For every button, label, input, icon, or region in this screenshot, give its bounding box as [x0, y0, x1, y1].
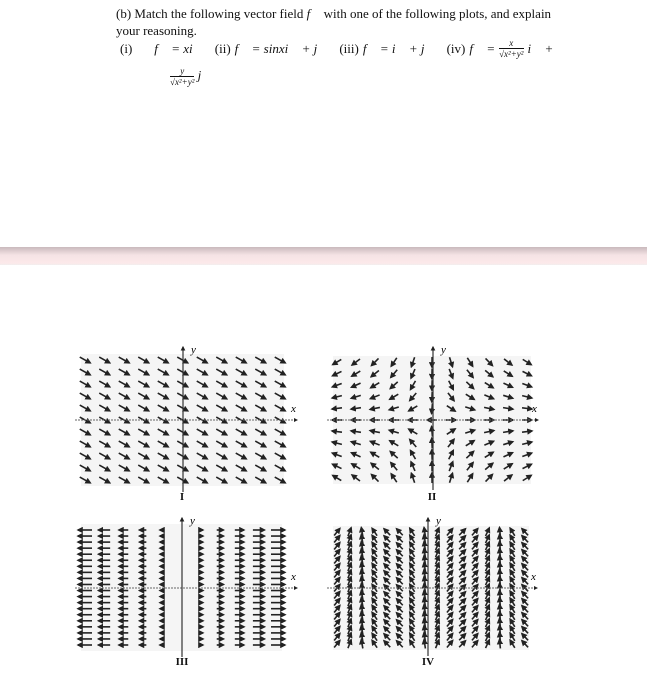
question-line1: (b) Match the following vector field	[116, 6, 304, 21]
option-label: (i)	[120, 40, 133, 56]
x-axis-label: x	[531, 571, 536, 583]
question-line1-rest: with one of the following plots, and explain	[323, 6, 552, 21]
option-label: (iii)	[339, 40, 359, 56]
denominator: √x²+y²	[499, 49, 524, 59]
option-label: (ii)	[214, 40, 231, 56]
option-iv-end: j⃗	[197, 67, 212, 83]
question-line2: your reasoning.	[116, 23, 197, 38]
plot-label-IV: IV	[421, 656, 435, 668]
x-axis-label: x	[532, 403, 537, 415]
numerator: y	[170, 66, 194, 77]
y-axis-label: y	[441, 344, 446, 356]
y-axis-label: y	[190, 515, 195, 527]
field-arrow	[432, 403, 433, 413]
field-arrow	[432, 427, 433, 437]
option-iv-mid: i⃗ +	[527, 40, 554, 56]
x-axis-label: x	[291, 571, 296, 583]
option-label: (iv)	[446, 40, 466, 56]
denominator: √x²+y²	[170, 77, 195, 87]
option-ii-expr: f⃗ = sinxi⃗ + j⃗	[234, 40, 328, 56]
y-axis-label: y	[436, 515, 441, 527]
field-arrow	[500, 640, 501, 649]
f-symbol: f⃗	[306, 6, 321, 21]
plot-label-II: II	[427, 491, 437, 503]
y-axis-label: y	[191, 344, 196, 356]
numerator: x	[499, 38, 523, 49]
option-iv-expr: f⃗ =	[469, 40, 496, 56]
plot-label-III: III	[175, 656, 189, 668]
option-iii-expr: f⃗ = i⃗ + j⃗	[362, 40, 435, 56]
plot-label-I: I	[179, 491, 185, 503]
option-i-expr: f⃗ = xi⃗	[154, 40, 203, 56]
x-axis-label: x	[291, 403, 296, 415]
